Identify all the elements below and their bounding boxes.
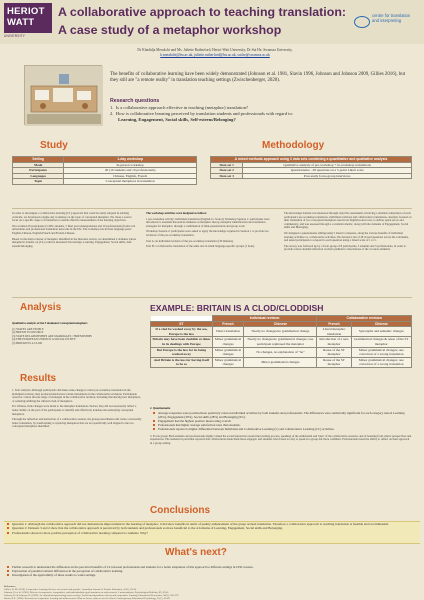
study-table-value: Conceptual metaphors in translation — [64, 179, 197, 185]
heriot-watt-logo — [4, 3, 52, 33]
list-item: Professionals showed a more positive perception of collaborative learning compared to students. Why? — [4, 531, 420, 535]
list-item: (1) STATES ARE PEOPLE — [12, 326, 44, 331]
references — [4, 586, 420, 600]
example-table-col-header: French — [212, 321, 244, 327]
poster-title-line-1: A collaborative approach to teaching translation: — [58, 5, 347, 19]
intro-text: The benefits of collaborative learning have been widely demonstrated (Johnson et al. 1981, Slavin 1996, Johnson and Johnson 2009, Gillies 2016), but they still are "a remote reality" in translation teaching settings (Zwischenberger, 2020). — [110, 72, 406, 84]
study-paragraph: 1 pre-workshop activity: individual translation (English vs. Source) Workshop Session 1: participants were introduced to essential theoretical elements on metaphor theory, metaphor identification and translation strategies for metaphor, through a combination of mini-presentations and group work. — [146, 216, 270, 228]
example-st-cell: And Britain is the less for having itself to be so — [151, 357, 213, 367]
study-table-key: Topic — [13, 179, 64, 185]
author-emails[interactable]: k.merakchi@hw.ac.uk, juliette.rutherford@hw.ac.uk, sui.he@swansea.ac.uk — [160, 52, 270, 57]
example-cell: Minor grammatical changes; one correction of a wrong translation — [351, 347, 411, 357]
example-cell: Minor grammatical changes — [244, 357, 317, 367]
focus-group-paragraph: 3. Focus group: Both students and professionals highly valued the social interaction around the learning process, speaking of the enthusiasm and 'buzz' of the collaborative sessions, and of learning from others' perspectives and experiences. The students in particular reported that collaboration made them more engaged, and students who'd been too shy to speak in a group felt more confident. Professionals noted the ability to reflect on their approach in a group setting. — [150, 433, 412, 445]
list-item: Further research to understand the differences in the perceived benefits of CL between professionals and students for a better adaptation of this approach to different settings in CPD courses. — [4, 565, 420, 569]
list-item: Engagement had the highest positive mean rating overall. — [150, 419, 412, 423]
logo-subtitle: UNIVERSITY — [4, 34, 26, 38]
conclusions-box — [4, 521, 420, 544]
study-paragraph: Based on the main contrast of metaphor identified in the literature review, we determined 2 domains whose metaphoric transfer on (CL) could be measured: Knowledge, Learning, Engagement, Social skills, Self-esteem/belonging. — [12, 236, 136, 248]
list-item: Question 1: Although the collaborative approach did not demonstrate improvement in the learning of metaphor, it did show benefits in terms of quality enhancement of the group revised translation. Therefore a collaborative approach to teaching translation is feasible and recommended. — [4, 522, 420, 526]
methodology-paragraph: The survey was followed up by a focus group of 8 participants, 5 students and 3 professionals, in order to provide a more detailed reflection on their qualitative observations of the 4 course elements. — [284, 243, 406, 252]
list-item: (2) BREXIT IS DIVORCE — [12, 330, 44, 335]
logo-line-1: HERIOT — [7, 6, 45, 17]
questionnaire-heading: 2. Questionnaire — [150, 406, 171, 410]
example-table-col-header: ST — [151, 321, 213, 327]
table-row — [13, 179, 197, 185]
research-questions-heading: Research questions — [110, 98, 160, 104]
study-table-key: Mode — [13, 162, 64, 168]
table-row — [151, 337, 412, 347]
research-question-2-domains — [110, 117, 410, 123]
example-st-cell: If a clod be washed away by the sea, Europe is the less — [151, 327, 213, 337]
example-table — [150, 315, 412, 368]
example-cell: Direct translation — [212, 327, 244, 337]
workshop-table-illustration — [25, 66, 103, 126]
methodology-dataset-label: Data set 1 — [211, 162, 243, 168]
methodology-paragraph: We designed a questionnaire aiming using 5 Likert to measure, along the various benefits of individual learning activities vs. collaborative activities. We devised a list of 28 closed questions across the 4 domains, and asked participants to respond to each question using a Likert scale of 1 to 5. — [284, 230, 409, 243]
reference-item: Slavin, R.E. (1996). Research on cooperative learning and achievement: What we know, what we need to know. Contemporary Educational Psychology, 21(1), 43-69. — [4, 596, 171, 600]
example-cell: Introduction of a new metaphor — [317, 337, 351, 347]
ctis-logo — [354, 10, 416, 34]
results-paragraph: 1. Text analysis: Although participants did make some changes to their pre-workshop translation in the individual revision, they produced much more robust translations in the collaborative revisions. Participants opted for a more diverse range of strategies in the collaborative revision, including introducing new metaphors, or reducing/omitting the cultural clash of metaphors. — [12, 388, 141, 403]
example-cell: Minor grammatical changes — [212, 337, 244, 347]
table-row — [151, 327, 412, 337]
methodology-dataset-desc: Post-study focus-group interviews — [243, 173, 412, 179]
example-table-group-header: Collaborative revision — [317, 316, 412, 322]
results-text-column — [12, 389, 142, 429]
study-table-key: Participants — [13, 168, 64, 174]
study-table-header-cell: Setting — [13, 157, 64, 163]
workshop-activities-heading: The workshop activities were designed as follows: — [146, 211, 208, 215]
authors-block — [100, 48, 330, 57]
example-table-col-header: French — [317, 321, 351, 327]
ctis-badge-icon — [354, 16, 370, 28]
methodology-heading: Methodology — [262, 140, 325, 151]
list-item: Average responses were positive/more positively rated on individual activities by both students and professionals. The differences were statistically significant for each category tested: Learning (26%), Engagement (36%), Social skills (28%) and Belonging (9%). — [150, 411, 412, 419]
example-table-col-header: Chinese — [351, 321, 411, 327]
rq1-text: Is a collaborative approach effective in teaching (metaphor) translation? — [115, 105, 249, 110]
example-cell: Grammatical changes & reuse of the ST metaphor — [351, 337, 411, 347]
study-paragraph: Text B: a collaborative translation of the same text in small language-specific groups (1 hour). — [146, 244, 255, 249]
example-table-group-header: Individual revision — [212, 316, 317, 322]
methodology-dataset-desc: Qualitative analysis of pre-workshop + in-workshop translations — [243, 162, 412, 168]
study-table — [12, 156, 197, 185]
study-heading: Study — [40, 140, 68, 151]
methodology-table-header-row — [211, 157, 412, 163]
study-text-column-1 — [12, 212, 136, 248]
methodology-dataset-desc: Questionnaire - 28 questions on a 5-point Likert scale — [243, 168, 412, 174]
results-paragraph: Through the reflection and interaction of a collaborative session, the groups nevertheless did create a noticeably better translation, by transforming or replacing metaphors that are not specifically well aligned to the two conceptual metaphors identified. — [12, 417, 142, 429]
list-item: Investigation of the applicability of these results to wider settings. — [4, 573, 420, 577]
section-divider — [12, 208, 412, 209]
table-row — [151, 357, 412, 367]
section-divider — [12, 297, 412, 298]
example-st-cell: Britain may have been cloddish at times in its dealings with Europe — [152, 337, 211, 346]
analysis-heading: Analysis — [20, 302, 62, 313]
example-cell: Literal metaphor translation — [317, 327, 351, 337]
whats-next-heading: What's next? — [165, 547, 227, 558]
example-cell: Nearly no changes/no grammatical changes; one participant rephrased the metaphor — [244, 337, 317, 347]
conclusions-heading: Conclusions — [150, 505, 211, 516]
study-paragraph: We recruited 20 participants (5 MSc students, 5 final year undergraduates and 10 professionals) from local universities and professional translation networks in the UK. The workshop ran in three language pairs: English-Chinese, English-French and French-Chinese. — [12, 223, 136, 235]
example-cell: No changes, no explanation of "be" — [244, 347, 317, 357]
references-heading: References — [4, 585, 16, 588]
author-names: Dr Khadidja Merakchi and Ms. Juliette Rutherford, Heriot-Watt University, Dr Sui He, Swansea University, — [137, 48, 293, 52]
list-item: (3) STATE RELATIONSHIPS ARE MARRIAGES / FRIENDSHIPS — [12, 333, 92, 338]
workshop-illustration — [24, 65, 102, 125]
study-text-column-2 — [146, 212, 274, 249]
results-questionnaire — [150, 407, 412, 445]
poster-title-line-2: A case study of a metaphor workshop — [58, 23, 282, 37]
list-item: Exploration of potential cultural differences in the perception of collaborative learning. — [4, 569, 420, 573]
table-row — [211, 173, 412, 179]
methodology-table — [210, 156, 412, 179]
example-cell: Minor grammatical changes — [212, 357, 244, 367]
research-question-2: 2. How is collaborative learning perceived by translation students and professionals with regard to: — [110, 110, 294, 116]
analysis-subheading: Qualitative analysis of the 5 dominant Conceptual metaphors — [12, 321, 88, 325]
logo-line-2: WATT — [7, 17, 35, 28]
reference-item: Gillies, R. M. (2016). Cooperative learning: Review of research and practice. Australian Journal of Teacher Education, 41(3), 39-54. — [4, 587, 137, 591]
study-table-value: In-person workshop — [64, 162, 197, 168]
methodology-dataset-label: Data set 2 — [211, 168, 243, 174]
methodology-text-column — [284, 212, 412, 252]
list-item: (5) BRITAIN IS A CLOD — [12, 340, 42, 345]
study-table-header-cell: 1-day workshop — [64, 157, 197, 163]
example-heading: EXAMPLE: BRITAIN IS A CLOD/CLODDISH — [150, 303, 324, 313]
research-question-1: 1. Is a collaborative approach effective in teaching (metaphor) translation? — [110, 105, 249, 110]
list-item: (4) THE EUROPEAN UNION IS A SOCIAL ENTITY — [12, 337, 76, 342]
example-cell: Nearly no changes/no grammatical change — [244, 327, 317, 337]
results-paragraph: For Chinese, little changes were made to the metaphor translation choices; they did not necessarily reflect a better ability on the part of the participants to identify and effectively translate the underlying conceptual metaphors. — [12, 404, 137, 416]
study-paragraph: Workshop Session 2: participants were asked to apply the knowledge acquired in Session 1 to provide two revisions of the pre-workshop translation. — [146, 229, 269, 237]
example-cell: Synonyms and semantic changes — [351, 327, 411, 337]
whats-next-list — [4, 565, 420, 578]
study-paragraph: Text A: an individual revision of the pre-workshop translation (30 minutes). — [146, 238, 234, 243]
methodology-paragraph: The knowledge domain was measured through objective assessment, involving a detailed comparison of each participant's pre-workshop translation, individual revisions and collaborative translations. Analysis focused on their translation of two conceptual metaphors used in an English source text, to deliver quick errors and commentary, and was assessed through a correlation metric, along with the domains of Engagement, Social skills and Belonging. — [284, 211, 412, 230]
table-row — [151, 347, 412, 357]
example-cell: Reuse of the ST metaphor — [317, 347, 351, 357]
ctis-logo-text: centre for translation and interpreting — [372, 13, 411, 23]
list-item: Professionals reported a higher differential between Individual and Collaborative Learning (L) and Collaborative Learning (CL) activities. — [150, 427, 412, 431]
example-st-cell: But Europe is the less for its being washed away — [151, 347, 213, 357]
methodology-dataset-label: Data set 3 — [211, 173, 243, 179]
list-item: Question 2: Datasets 3 and 2 show that the collaborative approach is perceived by both students and professionals as more beneficial to the 4 domains of Learning, Engagement, Social skills and Belonging. — [4, 526, 420, 530]
results-heading: Results — [20, 373, 57, 384]
rq2-domains-text: Learning, Engagement, Social skills, Self-esteem/Belonging? — [118, 116, 236, 122]
study-table-key: Languages — [13, 173, 64, 179]
analysis-block — [12, 322, 142, 346]
example-cell: Reuse of the ST metaphor — [317, 357, 351, 367]
research-questions — [110, 105, 410, 122]
example-table-col-header: Chinese — [244, 321, 317, 327]
example-cell: Minor grammatical changes — [212, 347, 244, 357]
reference-item: Johnson, D. & Johnson, R. (2009). An educational psychology success story: Social interdependence theory and cooperative learning. Educational Researcher, 38(5), 365-379. — [4, 593, 179, 597]
study-table-value: 20 (10 students and 10 professionals) — [64, 168, 197, 174]
methodology-table-header: A mixed methods approach using 3 data sets combining a quantitative and qualitative analysis — [211, 157, 412, 163]
reference-item: Johnson, D. et al. (1981). Effects of cooperative, competitive, and individualistic goal structures on achievement: A meta-analysis. Psychological Bulletin, 89, 47-62. — [4, 590, 170, 594]
list-item: Professionals had higher average satisfaction rates than students. — [150, 423, 412, 427]
study-paragraph: In order to investigate a collaborative learning (CL) approach that could be easily adopted in existing curricula, we developed a single-day workshop on the topic of conceptual metaphor. We chose a source focus on a specific aspect of translation to enable effective measurement of the learning objectives. — [12, 211, 132, 223]
study-table-value: Chinese, English, French — [64, 173, 197, 179]
rq2-text: How is collaborative learning perceived by translation students and professionals with regard to: — [115, 110, 294, 116]
example-cell: Minor grammatical changes; one correction of a wrong translation — [351, 357, 411, 367]
